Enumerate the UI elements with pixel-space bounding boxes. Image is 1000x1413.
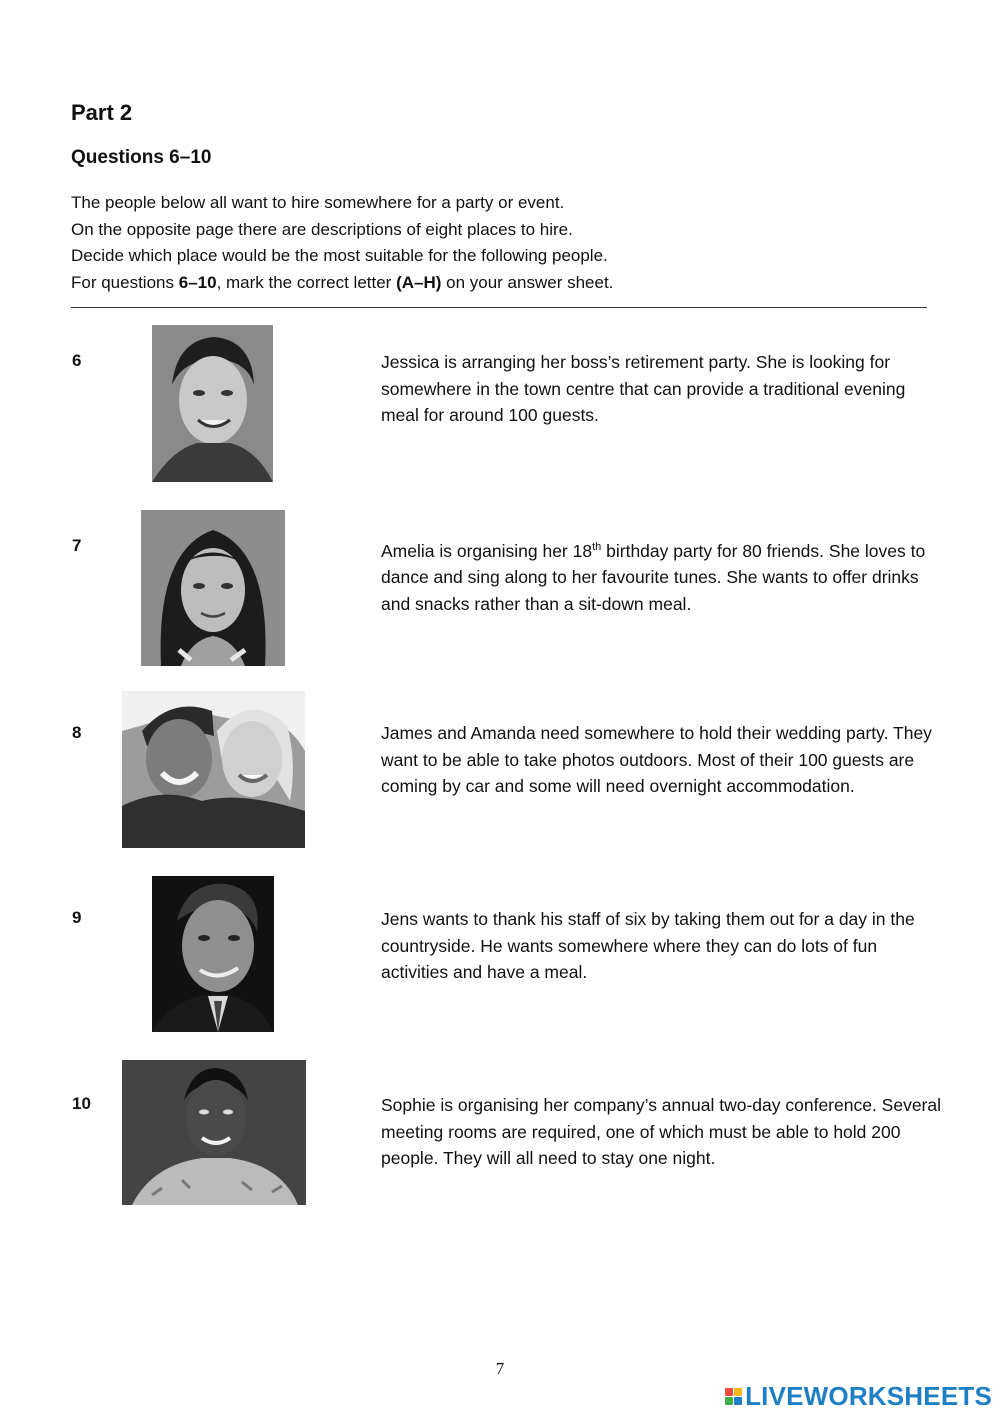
letter-range: (A–H) <box>396 272 442 292</box>
question-number: 9 <box>72 908 82 927</box>
logo-square <box>725 1397 733 1405</box>
questions-title: Questions 6–10 <box>71 147 212 168</box>
person-photo <box>152 325 273 482</box>
question-text: James and Amanda need somewhere to hold their wedding party. They want to be able to take photos outdoors. Most of their 100 guests are coming by car and some will need overnight accommodation. <box>381 723 932 796</box>
question-number: 10 <box>72 1094 91 1113</box>
question-number: 7 <box>72 536 82 555</box>
instructions <box>71 190 931 296</box>
liveworksheets-logo-icon <box>725 1388 742 1405</box>
portrait-image <box>152 876 274 1032</box>
question-text: Sophie is organising her company’s annual two-day conference. Several meeting rooms are required, one of which must be able to hold 200 people. They will all need to stay one night. <box>381 1095 942 1168</box>
instruction-text: For questions <box>71 272 179 292</box>
brand-watermark <box>725 1381 992 1412</box>
question-range: 6–10 <box>178 272 217 292</box>
portrait-image <box>122 1060 306 1205</box>
question-number: 6 <box>72 351 82 370</box>
question-number: 8 <box>72 723 82 742</box>
question-text <box>381 534 941 617</box>
logo-square <box>734 1397 742 1405</box>
person-photo <box>122 1060 306 1205</box>
question-text: Jessica is arranging her boss’s retirement party. She is looking for somewhere in the town centre that can provide a traditional evening meal for around 100 guests. <box>381 352 906 425</box>
person-photo <box>152 876 274 1032</box>
brand-name: LIVEWORKSHEETS <box>745 1381 992 1411</box>
question-text-part: birthday party for 80 friends. She loves to dance and sing along to her favourite tunes. She wants to offer drinks and snacks rather than a sit-down meal. <box>381 540 926 614</box>
question-text: Jens wants to thank his staff of six by taking them out for a day in the countryside. He wants somewhere where they can do lots of fun activities and have a meal. <box>381 909 915 982</box>
divider <box>71 307 927 308</box>
logo-square <box>734 1388 742 1396</box>
logo-square <box>725 1388 733 1396</box>
page-number: 7 <box>495 1359 505 1378</box>
portrait-image <box>141 510 285 666</box>
instruction-line: The people below all want to hire somewhere for a party or event. <box>71 193 565 212</box>
part-title: Part 2 <box>71 100 133 125</box>
question-text-part: Amelia is organising her 18 <box>381 540 593 561</box>
ordinal-suffix: th <box>592 541 602 553</box>
person-photo <box>141 510 285 666</box>
instruction-line: On the opposite page there are descriptions of eight places to hire. <box>71 219 573 239</box>
instruction-line <box>71 270 931 297</box>
portrait-image <box>152 325 273 482</box>
instruction-line: Decide which place would be the most suitable for the following people. <box>71 246 608 265</box>
portrait-image <box>122 691 305 848</box>
couple-photo <box>122 691 305 848</box>
instruction-text: on your answer sheet. <box>441 272 614 292</box>
instruction-text: , mark the correct letter <box>216 272 397 292</box>
